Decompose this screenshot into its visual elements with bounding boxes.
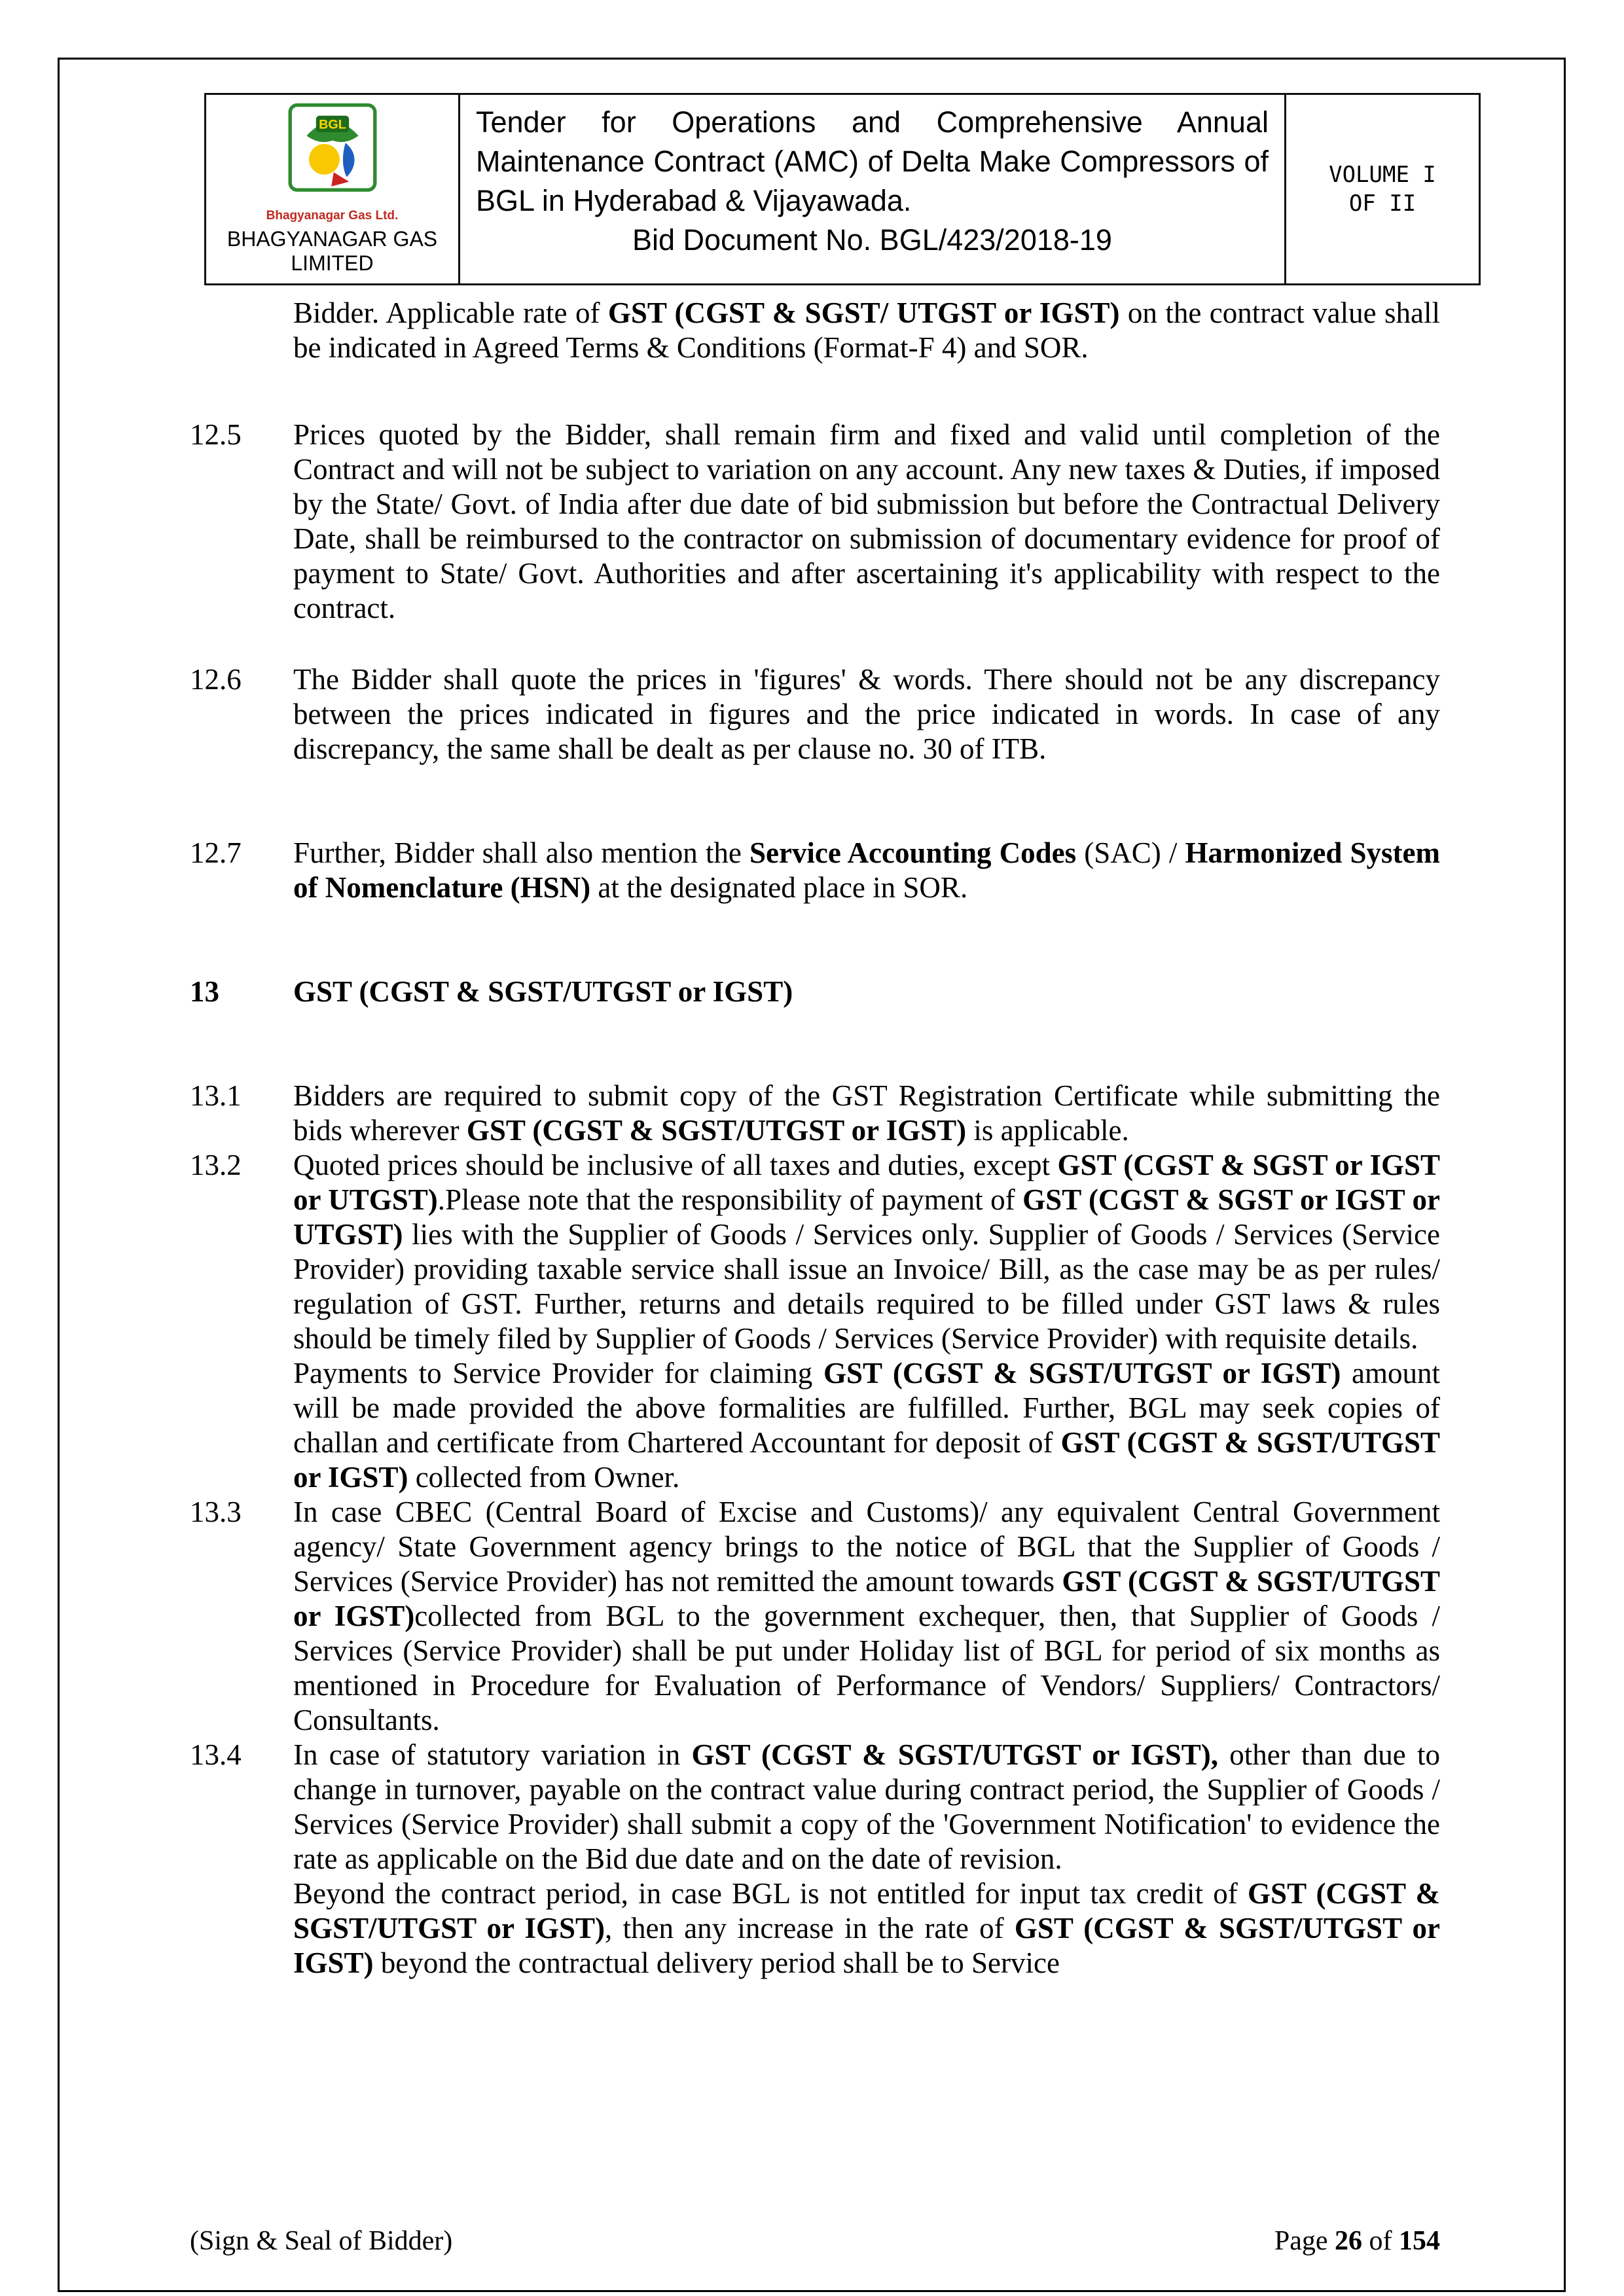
clause-13-heading: [190, 975, 1440, 1009]
clause-text: Bidders are required to submit copy of the GST Registration Certificate while submitting the bids wherever GST (CGST & SGST/UTGST or IGST) is applicable.: [293, 1079, 1440, 1147]
logo-subtitle: Bhagyanagar Gas Ltd.: [266, 209, 399, 223]
clause-number: 13.3: [190, 1496, 242, 1528]
clause-13-1: [190, 1079, 1440, 1148]
clause-13-4: [190, 1738, 1440, 1981]
clause-text: Prices quoted by the Bidder, shall remain firm and fixed and valid until completion of the Contract and will not be subject to variation on any account. Any new taxes & Duties, if imposed by the State/ Govt. of India after due date of bid submission but before the Contractual Delivery Date, shall be reimbursed to the contractor on submission of documentary evidence for proof of payment to State/ Govt. Authorities and after ascertaining it's applicability with respect to the contract.: [293, 418, 1440, 624]
clause-number: 13: [190, 975, 219, 1008]
clause-number: 12.5: [190, 418, 242, 451]
bgl-logo-icon: [274, 103, 391, 209]
clause-text: In case CBEC (Central Board of Excise and Customs)/ any equivalent Central Government agency/ State Government agency brings to the notice of BGL that the Supplier of Goods / Services (Service Provider) has not remitted the amount towards GST (CGST & SGST/UTGST or IGST)collected from BGL to the government exchequer, then, that Supplier of Goods / Services (Service Provider) shall be put under Holiday list of BGL for period of six months as mentioned in Procedure for Evaluation of Performance of Vendors/ Suppliers/ Contractors/ Consultants.: [293, 1496, 1440, 1736]
clause-continuation: [190, 296, 1440, 365]
clause-number: 13.4: [190, 1738, 242, 1771]
clause-text: [293, 1148, 1440, 1495]
volume-line-2: OF II: [1348, 190, 1416, 217]
clause-text: The Bidder shall quote the prices in 'figures' & words. There should not be any discrepancy between the prices indicated in figures and the price indicated in words. In case of any discrepancy, the same shall be dealt as per clause no. 30 of ITB.: [293, 663, 1440, 765]
document-header: [204, 93, 1481, 285]
clause-number: [190, 296, 293, 365]
clause-12-6: [190, 662, 1440, 766]
clause-number: 12.7: [190, 836, 242, 869]
title-cell: [460, 95, 1286, 283]
clause-number: 12.6: [190, 663, 242, 696]
volume-cell: [1286, 95, 1479, 283]
clause-text: [293, 1738, 1440, 1981]
clause-13-2: [190, 1148, 1440, 1495]
volume-line-1: VOLUME I: [1329, 162, 1436, 188]
sign-seal-note: (Sign & Seal of Bidder): [190, 2226, 453, 2256]
section-heading: GST (CGST & SGST/UTGST or IGST): [293, 975, 793, 1008]
logo-cell: [206, 95, 460, 283]
clause-13-3: [190, 1495, 1440, 1738]
clause-paragraph: Payments to Service Provider for claiming GST (CGST & SGST/UTGST or IGST) amount will be made provided the above formalities are fulfilled. Further, BGL may seek copies of challan and certificate from Chartered Accountant for deposit of GST (CGST & SGST/UTGST or IGST) collected from Owner.: [293, 1357, 1441, 1494]
clause-12-5: [190, 418, 1440, 626]
clause-paragraph: Beyond the contract period, in case BGL is not entitled for input tax credit of GST (CGST & SGST/UTGST or IGST), then any increase in the rate of GST (CGST & SGST/UTGST or IGST) beyond the contractual delivery period shall be to Service: [293, 1877, 1440, 1979]
clause-number: 13.1: [190, 1079, 242, 1112]
clause-text: Bidder. Applicable rate of GST (CGST & SGST/ UTGST or IGST) on the contract value shall be indicated in Agreed Terms & Conditions (Format-F 4) and SOR.: [293, 296, 1440, 364]
document-footer: [190, 2225, 1440, 2257]
company-name: BHAGYANAGAR GAS LIMITED: [226, 227, 438, 275]
clause-paragraph: Quoted prices should be inclusive of all taxes and duties, except GST (CGST & SGST or IGST or UTGST).Please note that the responsibility of payment of GST (CGST & SGST or IGST or UTGST) lies with the Supplier of Goods / Services only. Supplier of Goods / Services (Service Provider) providing taxable service shall issue an Invoice/ Bill, as the case may be as per rules/ regulation of GST. Further, returns and details required to be filled under GST laws & rules should be timely filed by Supplier of Goods / Services (Service Provider) with requisite details.: [293, 1149, 1440, 1355]
document-body: [190, 296, 1440, 1981]
clause-paragraph: In case of statutory variation in GST (CGST & SGST/UTGST or IGST), other than due to change in turnover, payable on the contract value during contract period, the Supplier of Goods / Services (Service Provider) shall submit a copy of the 'Government Notification' to evidence the rate as applicable on the Bid due date and on the date of revision.: [293, 1738, 1441, 1875]
clause-12-7: [190, 836, 1440, 905]
document-title: Tender for Operations and Comprehensive Annual Maintenance Contract (AMC) of Delta Make Compressors of BGL in Hyderabad & Vijayawada.: [476, 105, 1269, 217]
logo-acronym: BGL: [318, 117, 346, 132]
page-indicator: Page 26 of 154: [1274, 2226, 1440, 2256]
bid-document-number: Bid Document No. BGL/423/2018-19: [632, 223, 1112, 257]
clause-number: 13.2: [190, 1149, 242, 1181]
clause-text: Further, Bidder shall also mention the Service Accounting Codes (SAC) / Harmonized System of Nomenclature (HSN) at the designated place in SOR.: [293, 836, 1441, 904]
